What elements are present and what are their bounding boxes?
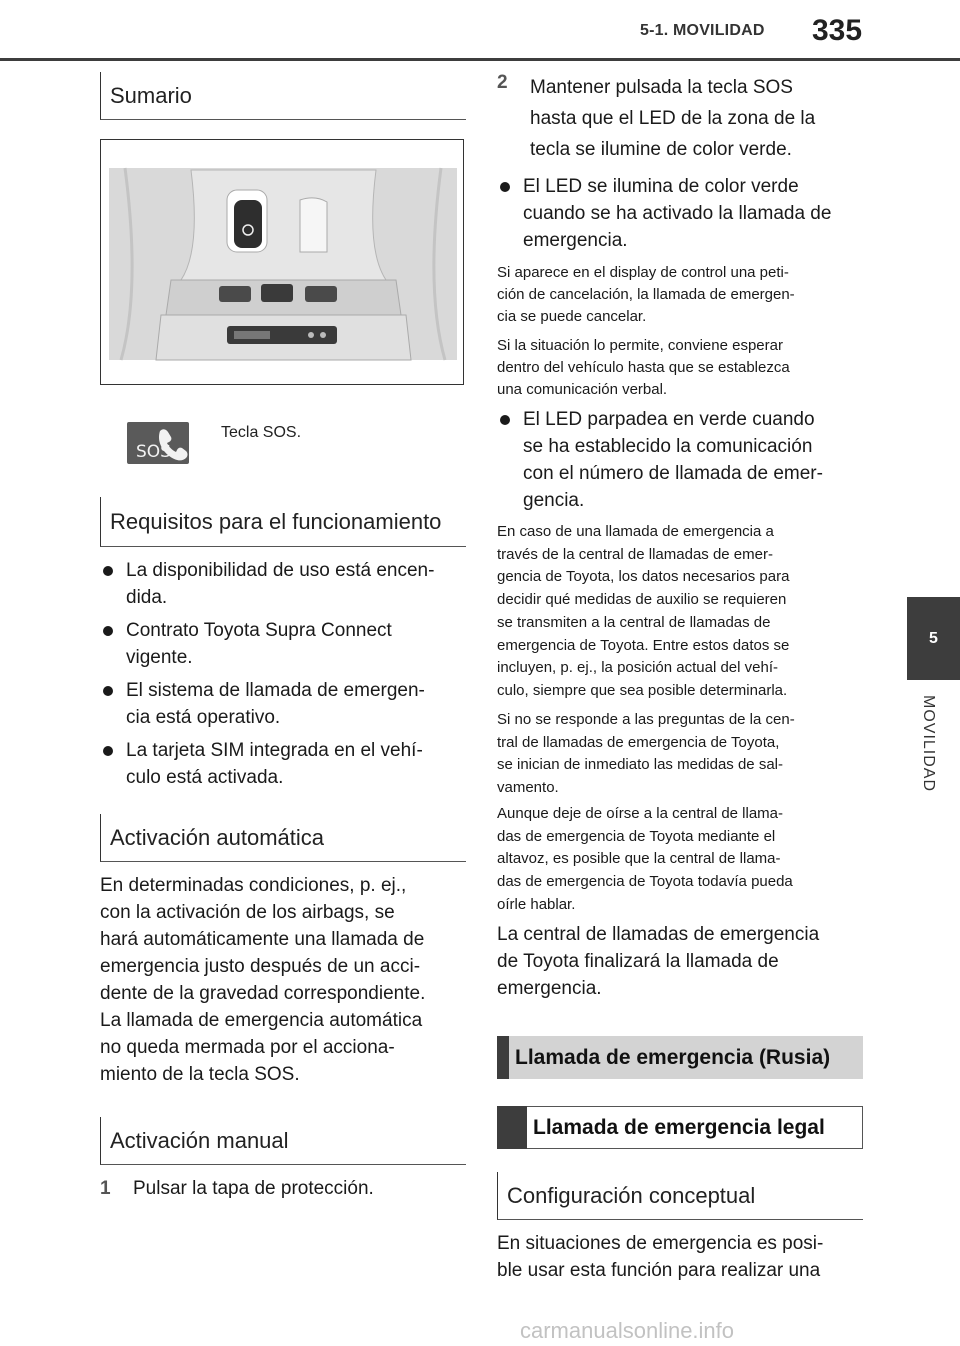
note-data-transmission: En caso de una llamada de emergencia a través de la central de llamadas de emer- gencia de Toyota, los datos necesarios para decidir qué medidas de auxilio se requieren se transmiten a la central de llamadas de emergencia de Toyota. Entre estos datos se incluyen, p. ej., la posición actual del vehí- culo, siempre que sea posible determinarla.	[497, 523, 790, 699]
step-2-number: 2	[497, 72, 508, 93]
note-no-answer: Si no se responde a las preguntas de la cen- tral de llamadas de emergencia de Toyota, se inician de inmediato las medidas de sal- vamento.	[497, 711, 795, 797]
step-1-text: Pulsar la tapa de protección.	[133, 1178, 374, 1199]
header-rule	[0, 58, 960, 61]
note-speaker: Aunque deje de oírse a la central de llama- das de emergencia de Toyota mediante el altavoz, es posible que la central de llama- das de emergencia de Toyota todavía pueda oírle hablar.	[497, 805, 793, 913]
page-number: 335	[812, 14, 863, 47]
watermark: carmanualsonline.info	[520, 1318, 735, 1343]
step-2: 2 Mantener pulsada la tecla SOS hasta que el LED de la zona de la tecla se ilumine de color verde.	[497, 72, 816, 160]
sos-key-icon-text: SOS	[136, 442, 171, 462]
list-item: El sistema de llamada de emergen- cia está operativo.	[100, 677, 466, 731]
step-1-number: 1	[100, 1178, 111, 1199]
sos-button-illustration	[100, 139, 464, 385]
subhead-manual	[100, 1117, 466, 1165]
requirements-list	[100, 557, 466, 791]
section-heading-rusia	[497, 1036, 863, 1079]
sos-key-icon	[127, 422, 189, 464]
list-item: El LED parpadea en verde cuando se ha establecido la comunicación con el número de llamada de emer- gencia.	[497, 406, 863, 514]
subhead-requisitos-text: Requisitos para el funcionamiento	[110, 508, 442, 534]
subhead-requisitos	[100, 497, 466, 547]
subhead-config-text: Configuración conceptual	[507, 1182, 756, 1208]
legend-label: Tecla SOS.	[221, 424, 302, 441]
list-item: La disponibilidad de uso está encen- dida.	[100, 557, 466, 611]
subhead-sumario	[100, 72, 466, 120]
auto-paragraph: En determinadas condiciones, p. ej., con la activación de los airbags, se hará automáticamente una llamada de emergencia justo después de un acci- dente de la gravedad correspondiente. La llamada de emergencia automática no queda mermada por el acciona- miento de la tecla SOS.	[100, 875, 426, 1085]
subhead-config	[497, 1172, 863, 1220]
note-cancel: Si aparece en el display de control una peti- ción de cancelación, la llamada de emergen- cia se puede cancelar.	[497, 264, 795, 325]
final-paragraph: En situaciones de emergencia es posi- ble usar esta función para realizar una	[497, 1233, 824, 1281]
chapter-tab-number: 5	[929, 629, 938, 647]
led-green-bullet	[497, 173, 863, 254]
chapter-tab-label: MOVILIDAD	[920, 695, 937, 793]
subhead-auto	[100, 814, 466, 862]
section-heading-legal-text: Llamada de emergencia legal	[527, 1106, 863, 1149]
note-wait: Si la situación lo permite, conviene esperar dentro del vehículo hasta que se establezca una comunicación verbal.	[497, 337, 790, 398]
list-item: Contrato Toyota Supra Connect vigente.	[100, 617, 466, 671]
subhead-auto-text: Activación automática	[110, 824, 324, 850]
subhead-manual-text: Activación manual	[110, 1127, 289, 1153]
list-item: La tarjeta SIM integrada en el vehí- culo está activada.	[100, 737, 466, 791]
chapter-tab[interactable]	[907, 597, 960, 680]
section-heading-rusia-text: Llamada de emergencia (Rusia)	[509, 1036, 863, 1079]
section-heading-legal	[497, 1106, 863, 1149]
list-item: El LED se ilumina de color verde cuando se ha activado la llamada de emergencia.	[497, 173, 863, 254]
end-call-paragraph: La central de llamadas de emergencia de Toyota finalizará la llamada de emergencia.	[497, 924, 820, 999]
overhead-console-drawing	[101, 140, 464, 385]
step-1	[100, 1178, 466, 1206]
led-blink-bullet	[497, 406, 863, 514]
running-header-section: 5-1. MOVILIDAD	[640, 22, 765, 39]
subhead-sumario-text: Sumario	[110, 82, 192, 108]
